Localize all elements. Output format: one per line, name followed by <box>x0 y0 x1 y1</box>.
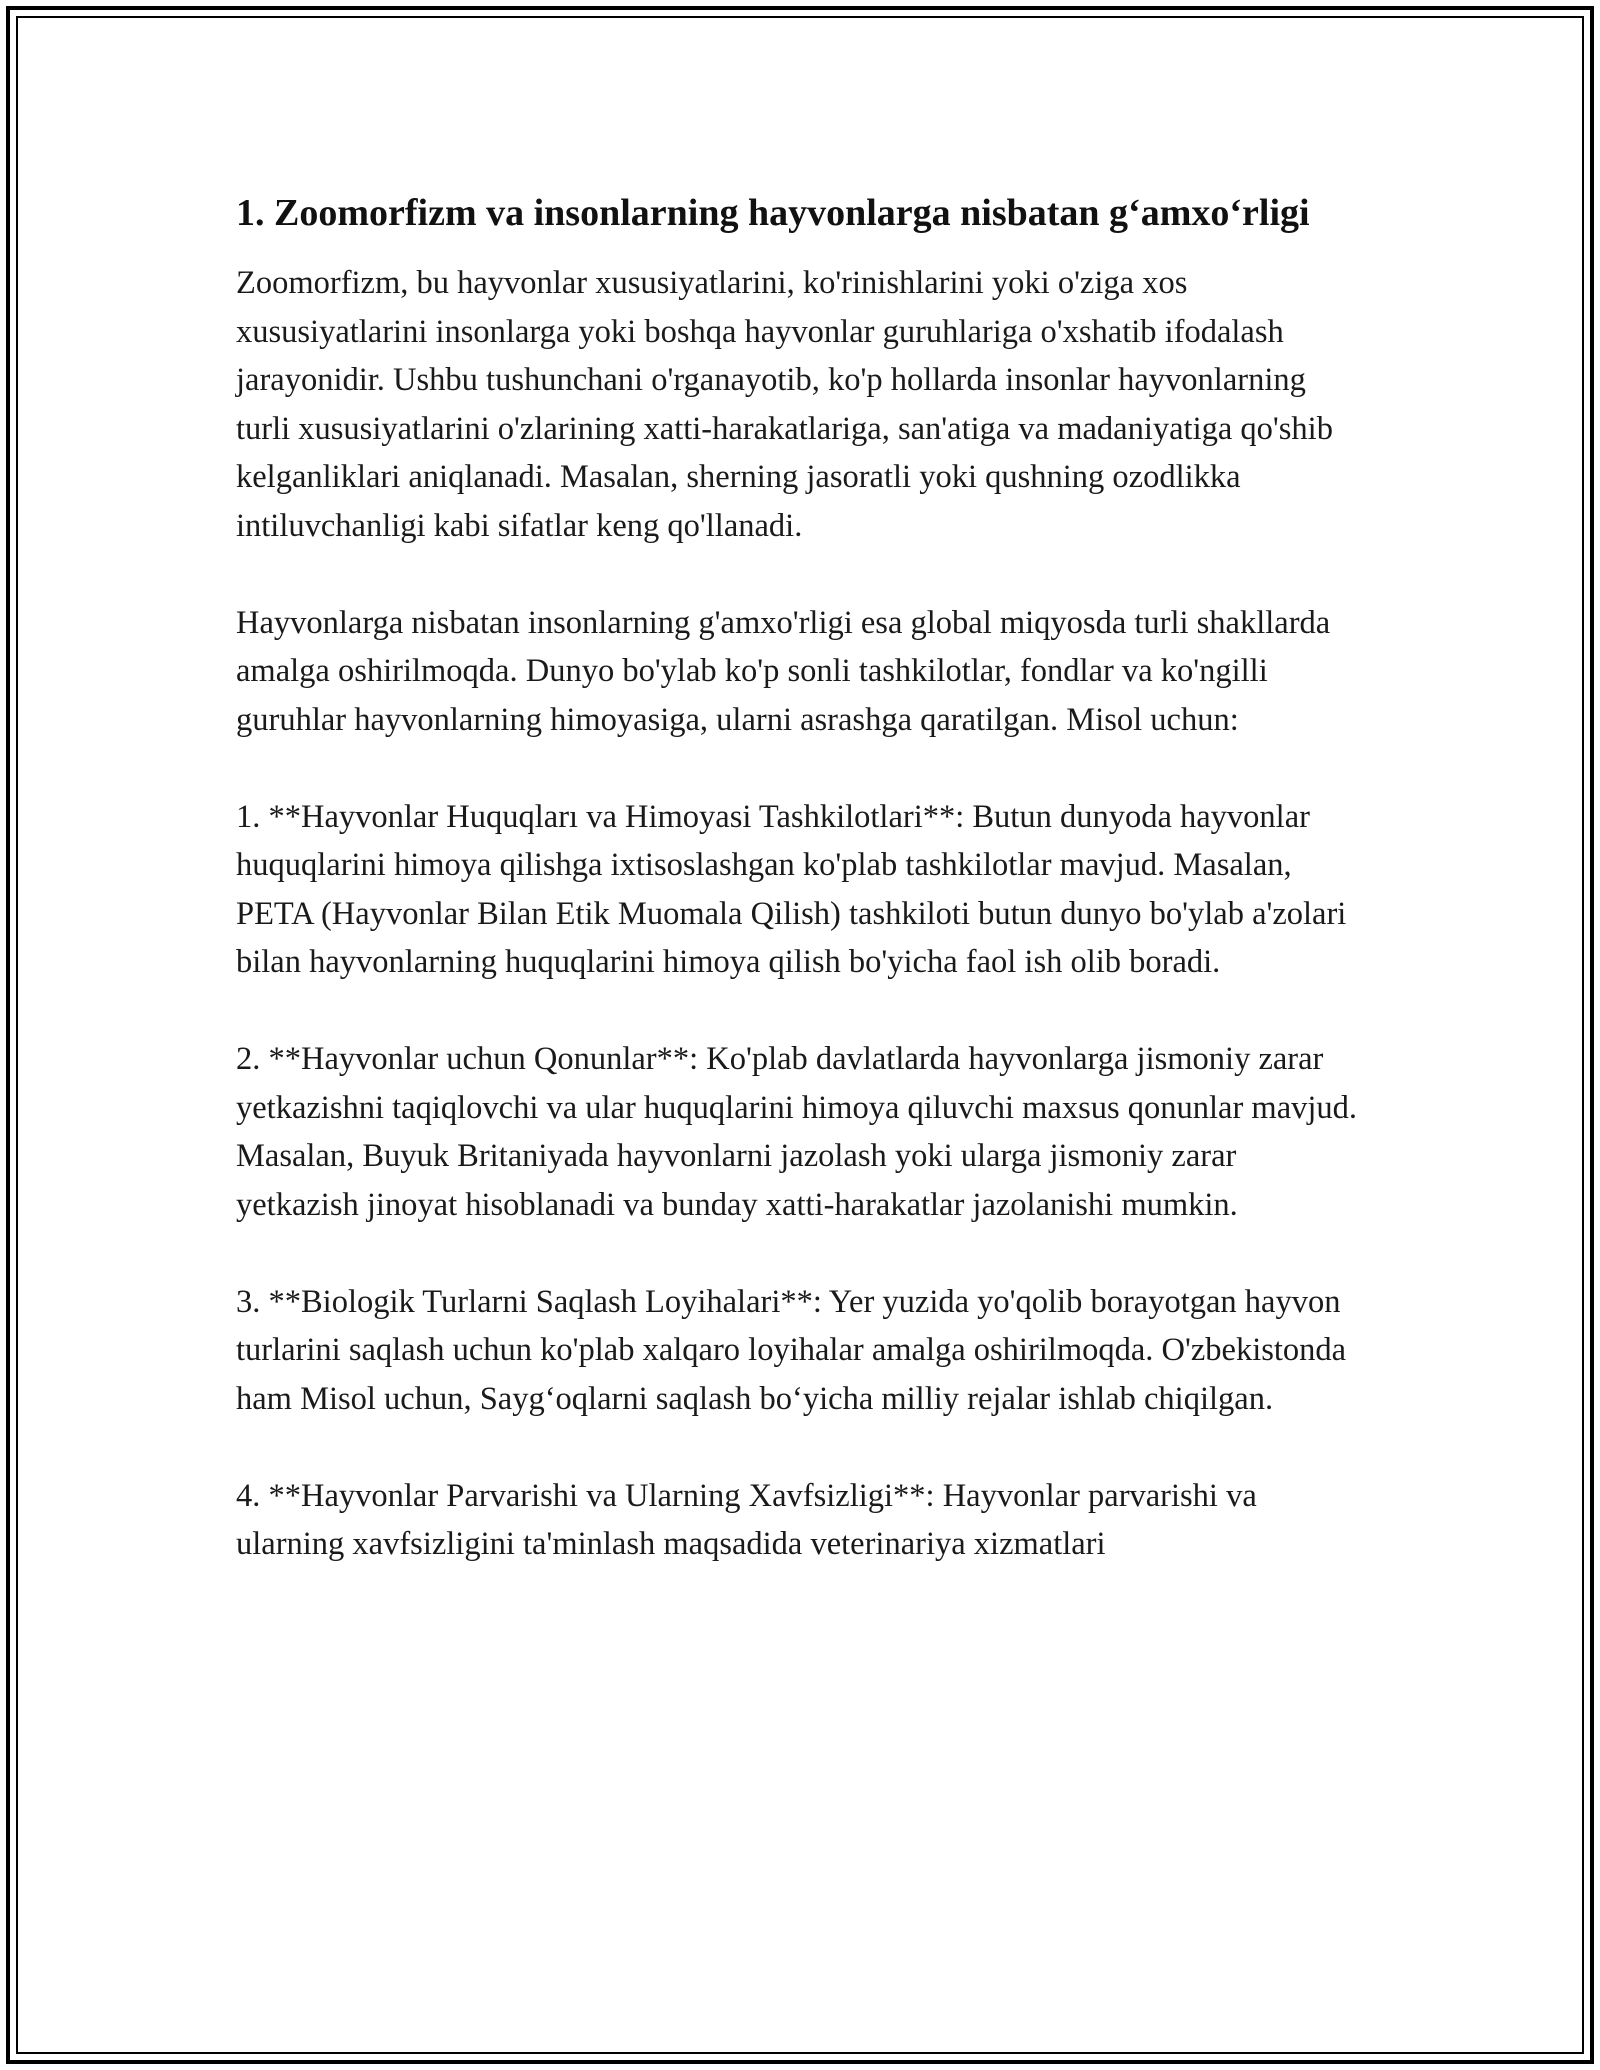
paragraph-zoomorphism-definition: Zoomorfizm, bu hayvonlar xususiyatlarini, ko'rinishlarini yoki o'ziga xos xususiyatlarini insonlarga yoki boshqa hayvonlar guruhlariga o'xshatib ifodalash jarayonidir. Ushbu tushunchani o'rganayotib, ko'p hollarda insonlar hayvonlarning turli xususiyatlarini o'zlarining xatti-harakatlariga, san'atiga va madaniyatiga qo'shib kelganliklari aniqlanadi. Masalan, sherning jasoratli yoki qushning ozodlikka intiluvchanligi kabi sifatlar keng qo'llanadi. <box>236 265 1333 544</box>
section-heading: 1. Zoomorfizm va insonlarning hayvonlarga nisbatan g‘amxo‘rligi <box>236 192 1310 234</box>
list-item-species-conservation: 3. **Biologik Turlarni Saqlash Loyihalari**: Yer yuzida yo'qolib borayotgan hayvon turlarini saqlash uchun ko'plab xalqaro loyihalar amalga oshirilmoqda. O'zbekistonda ham Misol uchun, Sayg‘oqlarni saqlash bo‘yicha milliy rejalar ishlab chiqilgan. <box>236 1283 1347 1417</box>
list-item-animal-laws: 2. **Hayvonlar uchun Qonunlar**: Ko'plab davlatlarda hayvonlarga jismoniy zarar yetkazishni taqiqlovchi va ular huquqlarini himoya qiluvchi maxsus qonunlar mavjud. Masalan, Buyuk Britaniyada hayvonlarni jazolash yoki ularga jismoniy zarar yetkazish jinoyat hisoblanadi va bunday xatti-harakatlar jazolanishi mumkin. <box>236 1041 1358 1223</box>
document-body <box>236 186 1366 1569</box>
paragraph-human-care-intro: Hayvonlarga nisbatan insonlarning g'amxo'rligi esa global miqyosda turli shakllarda amalga oshirilmoqda. Dunyo bo'ylab ko'p sonli tashkilotlar, fondlar va ko'ngilli guruhlar hayvonlarning himoyasiga, ularni asrashga qaratilgan. Misol uchun: <box>236 604 1331 738</box>
list-item-animal-care-safety: 4. **Hayvonlar Parvarishi va Ularning Xavfsizligi**: Hayvonlar parvarishi va ularning xavfsizligini ta'minlash maqsadida veterinariya xizmatlari <box>236 1477 1257 1562</box>
list-item-animal-rights-organizations: 1. **Hayvonlar Huquqları va Himoyasi Tashkilotlari**: Butun dunyoda hayvonlar huquqlarini himoya qilishga ixtisoslashgan ko'plab tashkilotlar mavjud. Masalan, PETA (Hayvonlar Bilan Etik Muomala Qilish) tashkiloti butun dunyo bo'ylab a'zolari bilan hayvonlarning huquqlarini himoya qilish bo'yicha faol ish olib boradi. <box>236 798 1347 980</box>
